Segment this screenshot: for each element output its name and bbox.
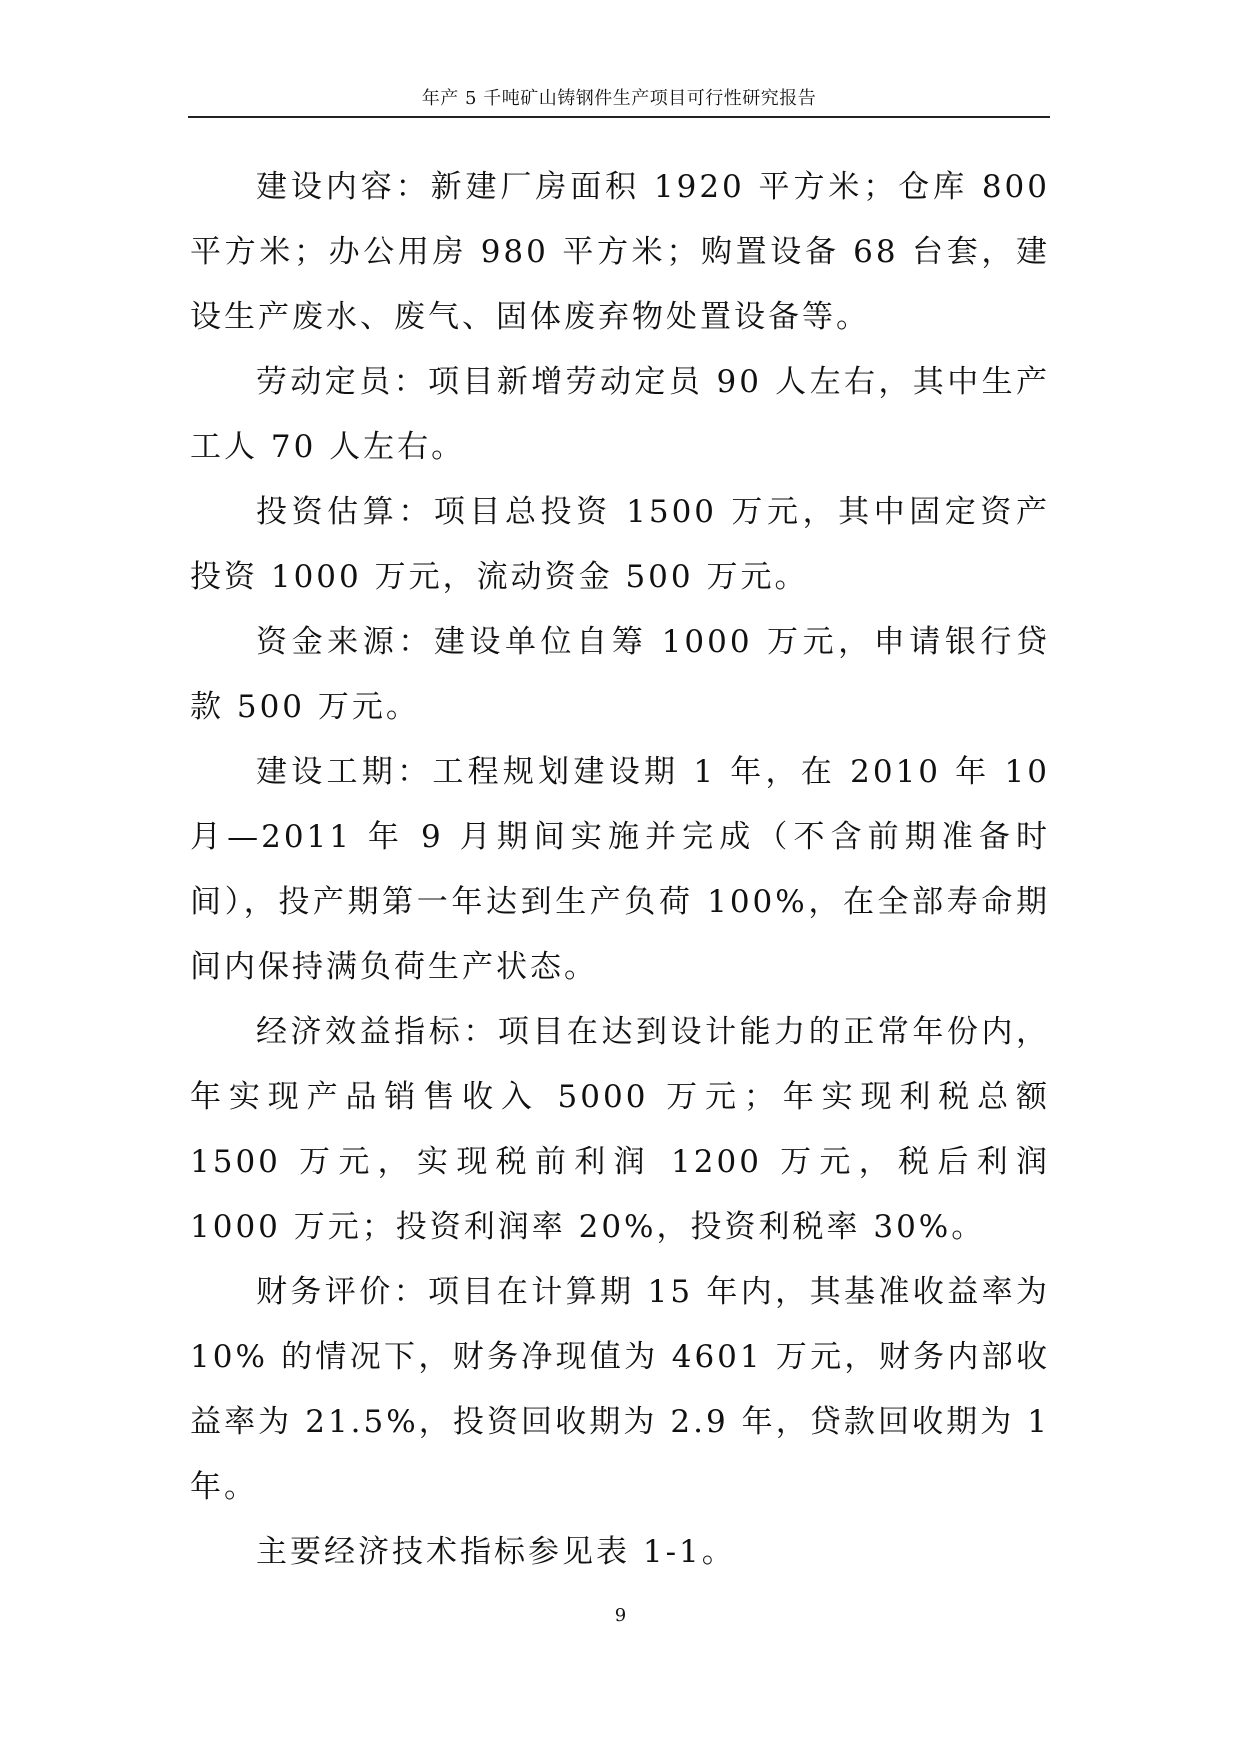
body-text [190,155,1050,1585]
paragraph-investment-estimate: 投资估算：项目总投资 1500 万元，其中固定资产投资 1000 万元，流动资金 500 万元。 [190,494,1050,595]
paragraph-table-reference: 主要经济技术指标参见表 1-1。 [256,1534,736,1570]
page-number: 9 [614,1605,627,1626]
page-header [188,86,1050,118]
header-title: 年产 5 千吨矿山铸钢件生产项目可行性研究报告 [421,88,817,109]
paragraph-funding-source: 资金来源：建设单位自筹 1000 万元，申请银行贷款 500 万元。 [190,624,1050,725]
paragraph-economic-indicators: 经济效益指标：项目在达到设计能力的正常年份内，年实现产品销售收入 5000 万元；年实现利税总额 1500 万元，实现税前利润 1200 万元，税后利润 1000 万元；投资利润率 20%，投资利税率 30%。 [190,1014,1050,1245]
paragraph-construction-period: 建设工期：工程规划建设期 1 年，在 2010 年 10 月—2011 年 9 月期间实施并完成（不含前期准备时间），投产期第一年达到生产负荷 100%，在全部寿命期间内保持满负荷生产状态。 [190,754,1050,985]
paragraph-staffing: 劳动定员：项目新增劳动定员 90 人左右，其中生产工人 70 人左右。 [190,364,1050,465]
paragraph-construction-content: 建设内容：新建厂房面积 1920 平方米；仓库 800 平方米；办公用房 980 平方米；购置设备 68 台套，建设生产废水、废气、固体废弃物处置设备等。 [190,169,1050,335]
paragraph-financial-evaluation: 财务评价：项目在计算期 15 年内，其基准收益率为 10% 的情况下，财务净现值为 4601 万元，财务内部收益率为 21.5%，投资回收期为 2.9 年，贷款回收期为 1 年。 [190,1274,1050,1505]
